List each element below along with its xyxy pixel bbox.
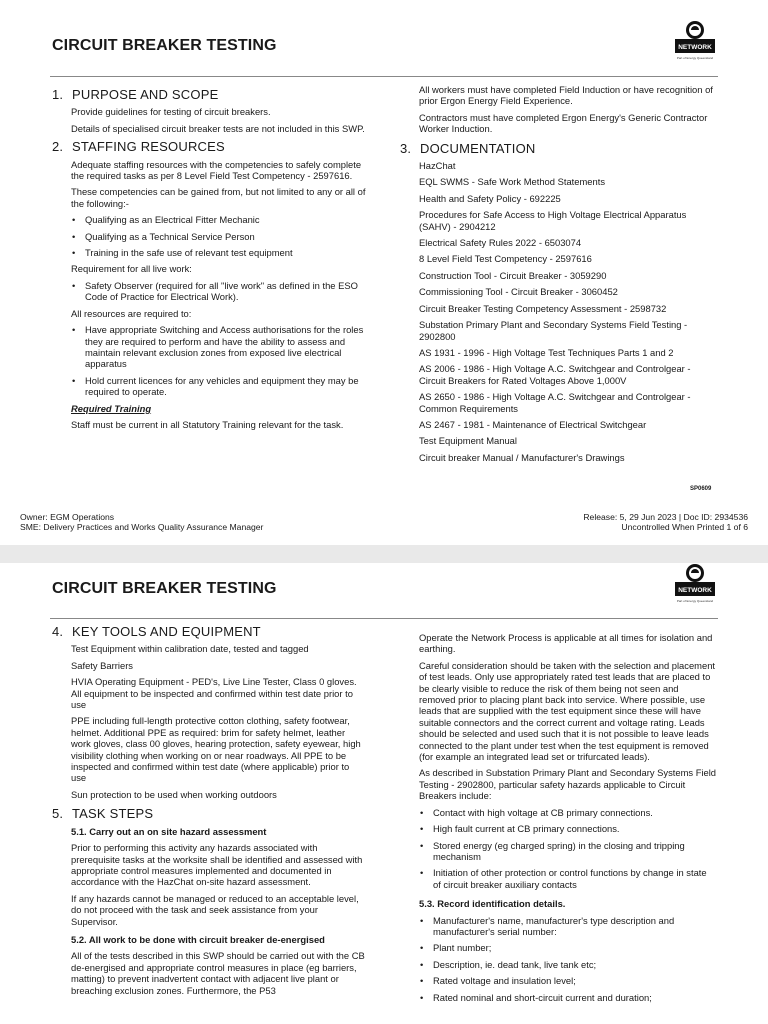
section-heading-tools — [52, 626, 366, 637]
header-divider — [50, 76, 718, 77]
section-number: 4. — [52, 624, 64, 639]
section-title: KEY TOOLS AND EQUIPMENT — [72, 624, 261, 639]
documentation-item: HazChat — [419, 160, 456, 172]
documentation-item: EQL SWMS - Safe Work Method Statements — [419, 176, 606, 188]
documentation-item: AS 2006 - 1986 - High Voltage A.C. Switchgear and Controlgear - Circuit Breakers for Rated Voltages Above 1,000V — [419, 363, 691, 386]
documentation-list — [419, 160, 717, 463]
section-title: STAFFING RESOURCES — [72, 139, 225, 155]
logo-tagline: Part of Energy Queensland — [676, 599, 714, 603]
list-item: • Qualifying as an Electrical Fitter Mechanic — [71, 214, 366, 225]
documentation-item: Electrical Safety Rules 2022 - 6503074 — [419, 237, 582, 249]
documentation-item: AS 2650 - 1986 - High Voltage A.C. Switchgear and Controlgear - Common Requirements — [419, 391, 691, 414]
documentation-item: Construction Tool - Circuit Breaker - 3059290 — [419, 269, 607, 281]
paragraph: Provide guidelines for testing of circuit breakers. — [71, 106, 271, 118]
documentation-item: Procedures for Safe Access to High Voltage Electrical Apparatus (SAHV) - 2904212 — [419, 209, 687, 232]
paragraph: These competencies can be gained from, but not limited to any or all of the following:- — [71, 186, 366, 209]
section-heading-staffing — [52, 139, 366, 155]
documentation-item: Commissioning Tool - Circuit Breaker - 3060452 — [419, 286, 618, 298]
section-title: TASK STEPS — [72, 806, 154, 822]
document-page-1 — [0, 0, 768, 506]
paragraph: Test Equipment within calibration date, tested and tagged — [71, 643, 309, 655]
paragraph: All of the tests described in this SWP should be carried out with the CB de-energised and appropriate control measures in place (eg barriers, matting) to prevent inadvertent contact with adjacent live plant or breaching exclusion zones. Furthermore, the P53 — [71, 950, 365, 996]
list-item: • Stored energy (eg charged spring) in the closing and tripping mechanism — [419, 840, 717, 863]
left-column — [52, 624, 366, 1001]
section-number: 2. — [52, 139, 64, 155]
paragraph: If any hazards cannot be managed or reduced to an acceptable level, do not proceed with the task and seek assistance from your Supervisor. — [71, 892, 359, 927]
bullet-list — [71, 214, 366, 258]
logo-tagline: Part of Energy Queensland — [676, 56, 714, 60]
list-item: • Plant number; — [419, 942, 717, 953]
subheading-5-1: 5.1. Carry out an on site hazard assessment — [71, 825, 267, 837]
list-item: • Contact with high voltage at CB primary connections. — [419, 807, 717, 818]
right-column — [419, 632, 717, 1008]
list-item: • High fault current at CB primary connections. — [419, 823, 717, 834]
footer-owner: Owner: EGM Operations — [20, 512, 115, 522]
paragraph: Contractors must have completed Ergon Energy's Generic Contractor Worker Induction. — [419, 111, 708, 135]
documentation-item: Substation Primary Plant and Secondary Systems Field Testing - 2902800 — [419, 319, 688, 342]
paragraph: Sun protection to be used when working outdoors — [71, 788, 277, 800]
identification-list — [419, 915, 717, 1003]
section-number: 3. — [400, 140, 412, 156]
paragraph: Prior to performing this activity any hazards associated with prerequisite tasks at the worksite shall be identified and assessed with appropriate control measures implemented and documented in accordance with the HazChat on-site hazard assessment. — [71, 842, 363, 888]
list-item: • Description, ie. dead tank, live tank etc; — [419, 959, 717, 970]
paragraph: All workers must have completed Field Induction or have recognition of prior Ergon Energy Field Experience. — [419, 84, 713, 107]
paragraph: Careful consideration should be taken with the selection and placement of test leads. Only use appropriately rated test leads that are placed to be clearly visible to reduce the risk of them being not seen and removed prior to placing plant back into service. Where possible, use leads that are supplied with the test equipment since these will have suitable connectors and the correct current and voltage rating. Leads should be selected and used such that it is not possible to leave leads connected to the plant under test when the test equipment is removed (for example an integrated lead set or trifurcated leads). — [419, 659, 716, 763]
documentation-item: AS 2467 - 1981 - Maintenance of Electrical Switchgear — [419, 418, 647, 430]
list-item: • Rated voltage and insulation level; — [419, 975, 717, 986]
section-title: DOCUMENTATION — [420, 140, 536, 156]
footer-uncontrolled: Uncontrolled When Printed 1 of 6 — [621, 522, 748, 532]
list-item: • Have appropriate Switching and Access authorisations for the roles they are required to perform and have the ability to assess and maintain relevant exclusion zones from exposed live electrical apparatus — [71, 324, 366, 370]
paragraph: Requirement for all live work: — [71, 263, 192, 275]
list-item: • Safety Observer (required for all "live work" as defined in the ESO Code of Practice for Electrical Work). — [71, 280, 366, 303]
list-item: • Manufacturer's name, manufacturer's type description and manufacturer's serial number: — [419, 915, 717, 938]
section-number: 5. — [52, 806, 64, 822]
list-item: • Hold current licences for any vehicles and equipment they may be required to operate. — [71, 375, 366, 398]
list-item: • Initiation of other protection or control functions by change in state of circuit breaker auxiliary contacts — [419, 867, 717, 890]
subheading-5-3: 5.3. Record identification details. — [419, 898, 566, 910]
documentation-item: Circuit Breaker Testing Competency Assessment - 2598732 — [419, 302, 667, 314]
bullet-list — [71, 280, 366, 303]
paragraph: Details of specialised circuit breaker tests are not included in this SWP. — [71, 122, 365, 134]
page-title: CIRCUIT BREAKER TESTING — [52, 580, 277, 597]
documentation-item: 8 Level Field Test Competency - 2597616 — [419, 253, 592, 265]
paragraph: All resources are required to: — [71, 307, 192, 319]
list-item: • Rated nominal and short-circuit current and duration; — [419, 992, 717, 1003]
list-item: • Qualifying as a Technical Service Person — [71, 231, 366, 242]
hazard-list — [419, 807, 717, 890]
page-gap — [0, 545, 768, 563]
list-item: • Training in the safe use of relevant test equipment — [71, 247, 366, 258]
paragraph: Safety Barriers — [71, 659, 133, 671]
section-heading-documentation — [400, 140, 717, 156]
section-title: PURPOSE AND SCOPE — [72, 87, 219, 102]
footer-sme: SME: Delivery Practices and Works Quality Assurance Manager — [20, 522, 264, 532]
subheading-5-2: 5.2. All work to be done with circuit breaker de-energised — [71, 933, 325, 945]
left-column — [52, 87, 366, 435]
paragraph: Operate the Network Process is applicable at all times for isolation and earthing. — [419, 632, 713, 655]
paragraph: As described in Substation Primary Plant and Secondary Systems Field Testing - 2902800, particular safety hazards applicable to Circuit Breakers include: — [419, 767, 717, 802]
section-heading-task-steps — [52, 806, 366, 822]
page-title: CIRCUIT BREAKER TESTING — [52, 37, 277, 54]
ergon-network-logo — [672, 18, 718, 62]
paragraph: HVIA Operating Equipment - PED's, Live Line Tester, Class 0 gloves. All equipment to be inspected and confirmed within test date prior to use — [71, 676, 357, 711]
section-heading-purpose — [52, 89, 366, 100]
logo-network-text: NETWORK — [678, 44, 712, 51]
documentation-item: Circuit breaker Manual / Manufacturer's Drawings — [419, 451, 625, 463]
footer-release: Release: 5, 29 Jun 2023 | Doc ID: 2934536 — [583, 512, 748, 522]
document-page-2 — [0, 563, 768, 1024]
subheading-required-training: Required Training — [71, 402, 152, 414]
documentation-item: Test Equipment Manual — [419, 435, 517, 447]
sp-code: SP0609 — [690, 486, 712, 492]
paragraph: Staff must be current in all Statutory Training relevant for the task. — [71, 418, 344, 430]
section-number: 1. — [52, 87, 64, 102]
right-column — [400, 84, 717, 468]
documentation-item: Health and Safety Policy - 692225 — [419, 192, 561, 204]
header-divider — [50, 618, 718, 619]
logo-network-text: NETWORK — [678, 587, 712, 594]
paragraph: PPE including full-length protective cotton clothing, safety footwear, helmet. Additional PPE as required: brim for safety helmet, leather work gloves, class 00 gloves, hearing protection, safety eyewear, high visibility clothing when working on or near roadways. All PPE to be inspected and confirmed within test date (where applicable) prior to use — [71, 715, 361, 784]
documentation-item: AS 1931 - 1996 - High Voltage Test Techniques Parts 1 and 2 — [419, 346, 674, 358]
ergon-network-logo — [672, 563, 718, 605]
paragraph: Adequate staffing resources with the competencies to safely complete the required tasks as per 8 Level Field Test Competency - 2597616. — [71, 158, 362, 182]
bullet-list — [71, 324, 366, 397]
